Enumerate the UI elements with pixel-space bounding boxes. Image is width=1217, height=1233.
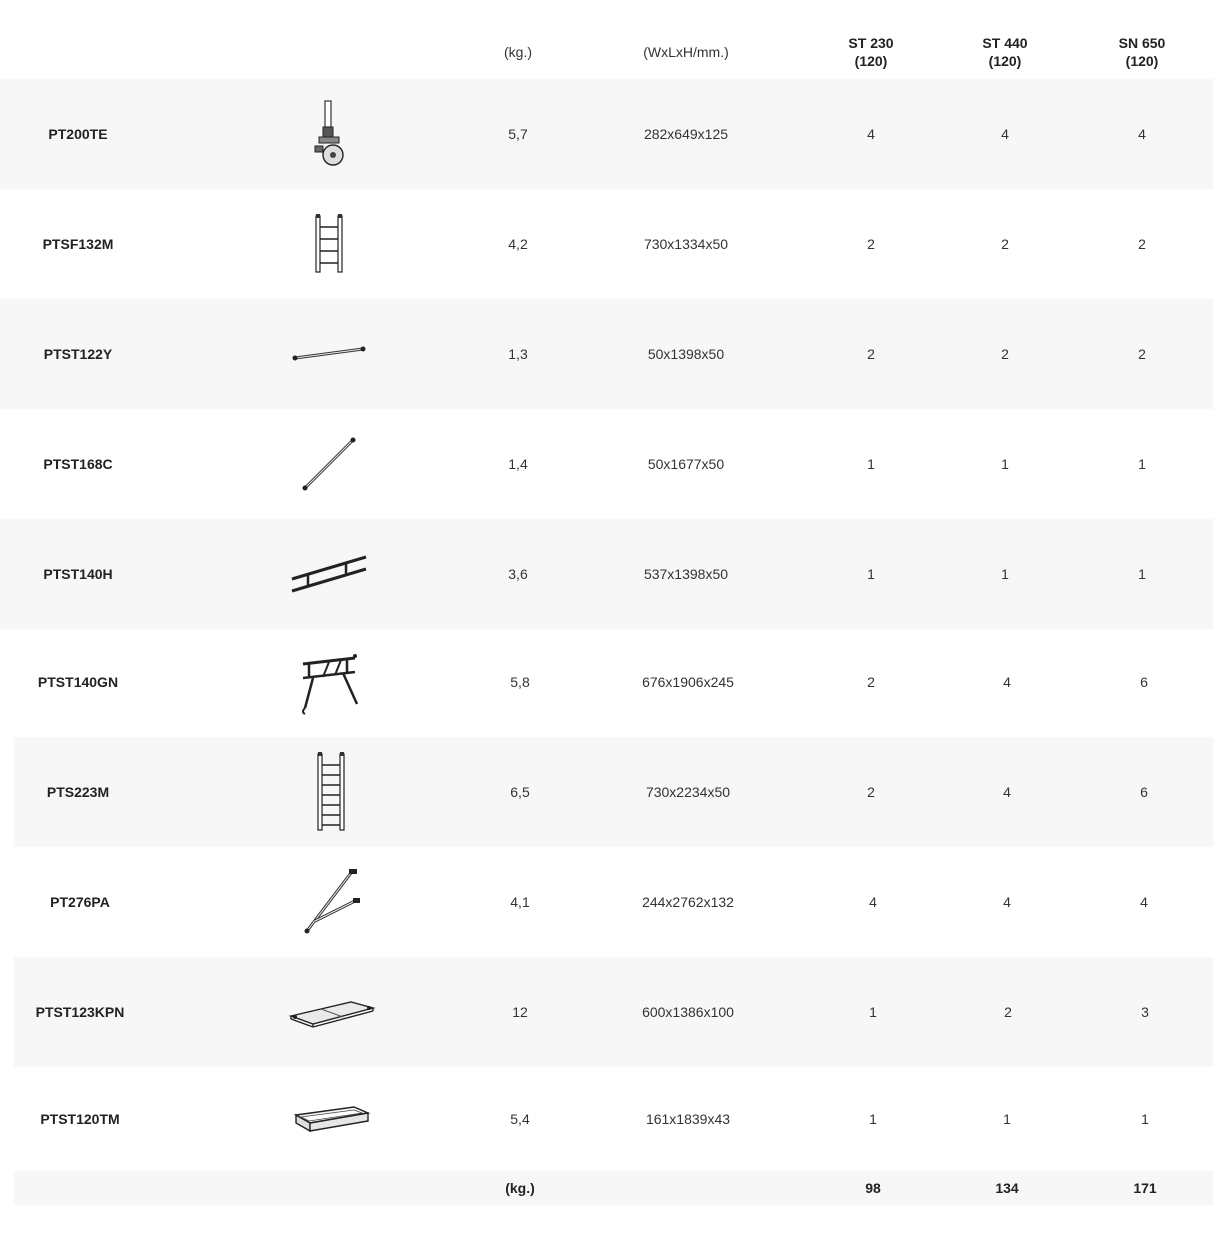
part-code: PTST140H xyxy=(43,566,113,582)
qty-st440: 2 xyxy=(1004,1004,1012,1020)
dims-cell: 282x649x125 xyxy=(643,126,729,142)
model-name: SN 650 xyxy=(1118,35,1166,51)
totals-unit-label: (kg.) xyxy=(505,1180,535,1196)
qty-st440: 4 xyxy=(1003,784,1011,800)
weight-cell: 12 xyxy=(512,1004,528,1020)
weight-cell: 6,5 xyxy=(510,784,530,800)
qty-st230: 1 xyxy=(869,1004,877,1020)
table-row xyxy=(0,79,1213,189)
qty-sn650: 1 xyxy=(1138,566,1146,582)
table-row xyxy=(0,299,1213,409)
qty-st440: 2 xyxy=(1001,346,1009,362)
total-st230: 98 xyxy=(865,1180,881,1196)
qty-st440: 4 xyxy=(1003,674,1011,690)
dims-cell: 730x2234x50 xyxy=(645,784,731,800)
model-sub: (120) xyxy=(988,53,1022,69)
qty-st230: 1 xyxy=(867,566,875,582)
table-row xyxy=(0,189,1213,299)
weight-cell: 1,3 xyxy=(508,346,528,362)
model-sub: (120) xyxy=(854,53,888,69)
part-code: PTST168C xyxy=(43,456,113,472)
qty-sn650: 2 xyxy=(1138,346,1146,362)
frame-ladder-icon xyxy=(279,519,379,629)
qty-st440: 4 xyxy=(1001,126,1009,142)
total-st440: 134 xyxy=(995,1180,1019,1196)
qty-st230: 2 xyxy=(867,346,875,362)
part-code: PTSF132M xyxy=(42,236,114,252)
dims-cell: 244x2762x132 xyxy=(642,894,734,910)
model-header-st440 xyxy=(955,34,1055,70)
horizontal-brace-icon xyxy=(279,299,379,409)
table-row xyxy=(0,409,1213,519)
table-row xyxy=(14,847,1213,957)
qty-sn650: 6 xyxy=(1140,784,1148,800)
qty-st440: 1 xyxy=(1001,566,1009,582)
model-sub: (120) xyxy=(1125,53,1159,69)
platform-hatch-icon xyxy=(282,957,382,1067)
part-code: PTS223M xyxy=(46,784,110,800)
qty-st440: 1 xyxy=(1003,1111,1011,1127)
weight-unit-header: (kg.) xyxy=(504,44,532,60)
qty-st230: 1 xyxy=(869,1111,877,1127)
qty-st440: 4 xyxy=(1003,894,1011,910)
total-sn650: 171 xyxy=(1133,1180,1157,1196)
qty-sn650: 4 xyxy=(1140,894,1148,910)
part-code: PT200TE xyxy=(48,126,108,142)
dims-cell: 161x1839x43 xyxy=(645,1111,731,1127)
dims-cell: 676x1906x245 xyxy=(642,674,734,690)
weight-cell: 4,2 xyxy=(508,236,528,252)
dims-cell: 50x1398x50 xyxy=(647,346,725,362)
outrigger-icon xyxy=(281,847,381,957)
weight-cell: 4,1 xyxy=(510,894,530,910)
weight-cell: 1,4 xyxy=(508,456,528,472)
qty-st440: 1 xyxy=(1001,456,1009,472)
model-header-sn650 xyxy=(1092,34,1192,70)
table-row xyxy=(0,519,1213,629)
diagonal-brace-icon xyxy=(279,409,379,519)
weight-cell: 5,4 xyxy=(510,1111,530,1127)
qty-st230: 2 xyxy=(867,674,875,690)
tall-ladder-frame-icon xyxy=(281,737,381,847)
dims-cell: 600x1386x100 xyxy=(642,1004,734,1020)
qty-sn650: 2 xyxy=(1138,236,1146,252)
model-name: ST 440 xyxy=(982,35,1028,51)
table-row xyxy=(14,737,1213,847)
qty-st230: 4 xyxy=(867,126,875,142)
table-row xyxy=(0,627,1213,737)
part-code: PTST122Y xyxy=(43,346,113,362)
qty-st230: 4 xyxy=(869,894,877,910)
qty-sn650: 6 xyxy=(1140,674,1148,690)
model-name: ST 230 xyxy=(848,35,894,51)
part-code: PTST140GN xyxy=(37,674,119,690)
weight-cell: 5,7 xyxy=(508,126,528,142)
weight-cell: 5,8 xyxy=(510,674,530,690)
qty-st230: 2 xyxy=(867,784,875,800)
table-row xyxy=(14,957,1213,1067)
qty-st440: 2 xyxy=(1001,236,1009,252)
qty-sn650: 4 xyxy=(1138,126,1146,142)
table-header xyxy=(0,34,1217,78)
dims-cell: 50x1677x50 xyxy=(647,456,725,472)
weight-cell: 3,6 xyxy=(508,566,528,582)
model-header-st230 xyxy=(821,34,921,70)
qty-sn650: 3 xyxy=(1141,1004,1149,1020)
caster-wheel-icon xyxy=(279,79,379,189)
part-code: PTST120TM xyxy=(40,1111,120,1127)
short-ladder-frame-icon xyxy=(279,189,379,299)
dims-unit-header: (WxLxH/mm.) xyxy=(643,44,729,60)
stabilizer-frame-icon xyxy=(279,627,379,737)
dims-cell: 730x1334x50 xyxy=(643,236,729,252)
qty-st230: 2 xyxy=(867,236,875,252)
part-code: PT276PA xyxy=(50,894,110,910)
qty-sn650: 1 xyxy=(1141,1111,1149,1127)
qty-sn650: 1 xyxy=(1138,456,1146,472)
dims-cell: 537x1398x50 xyxy=(643,566,729,582)
part-code: PTST123KPN xyxy=(35,1004,125,1020)
table-row xyxy=(14,1064,1213,1174)
qty-st230: 1 xyxy=(867,456,875,472)
totals-row xyxy=(14,1171,1213,1205)
toe-board-icon xyxy=(282,1064,382,1174)
